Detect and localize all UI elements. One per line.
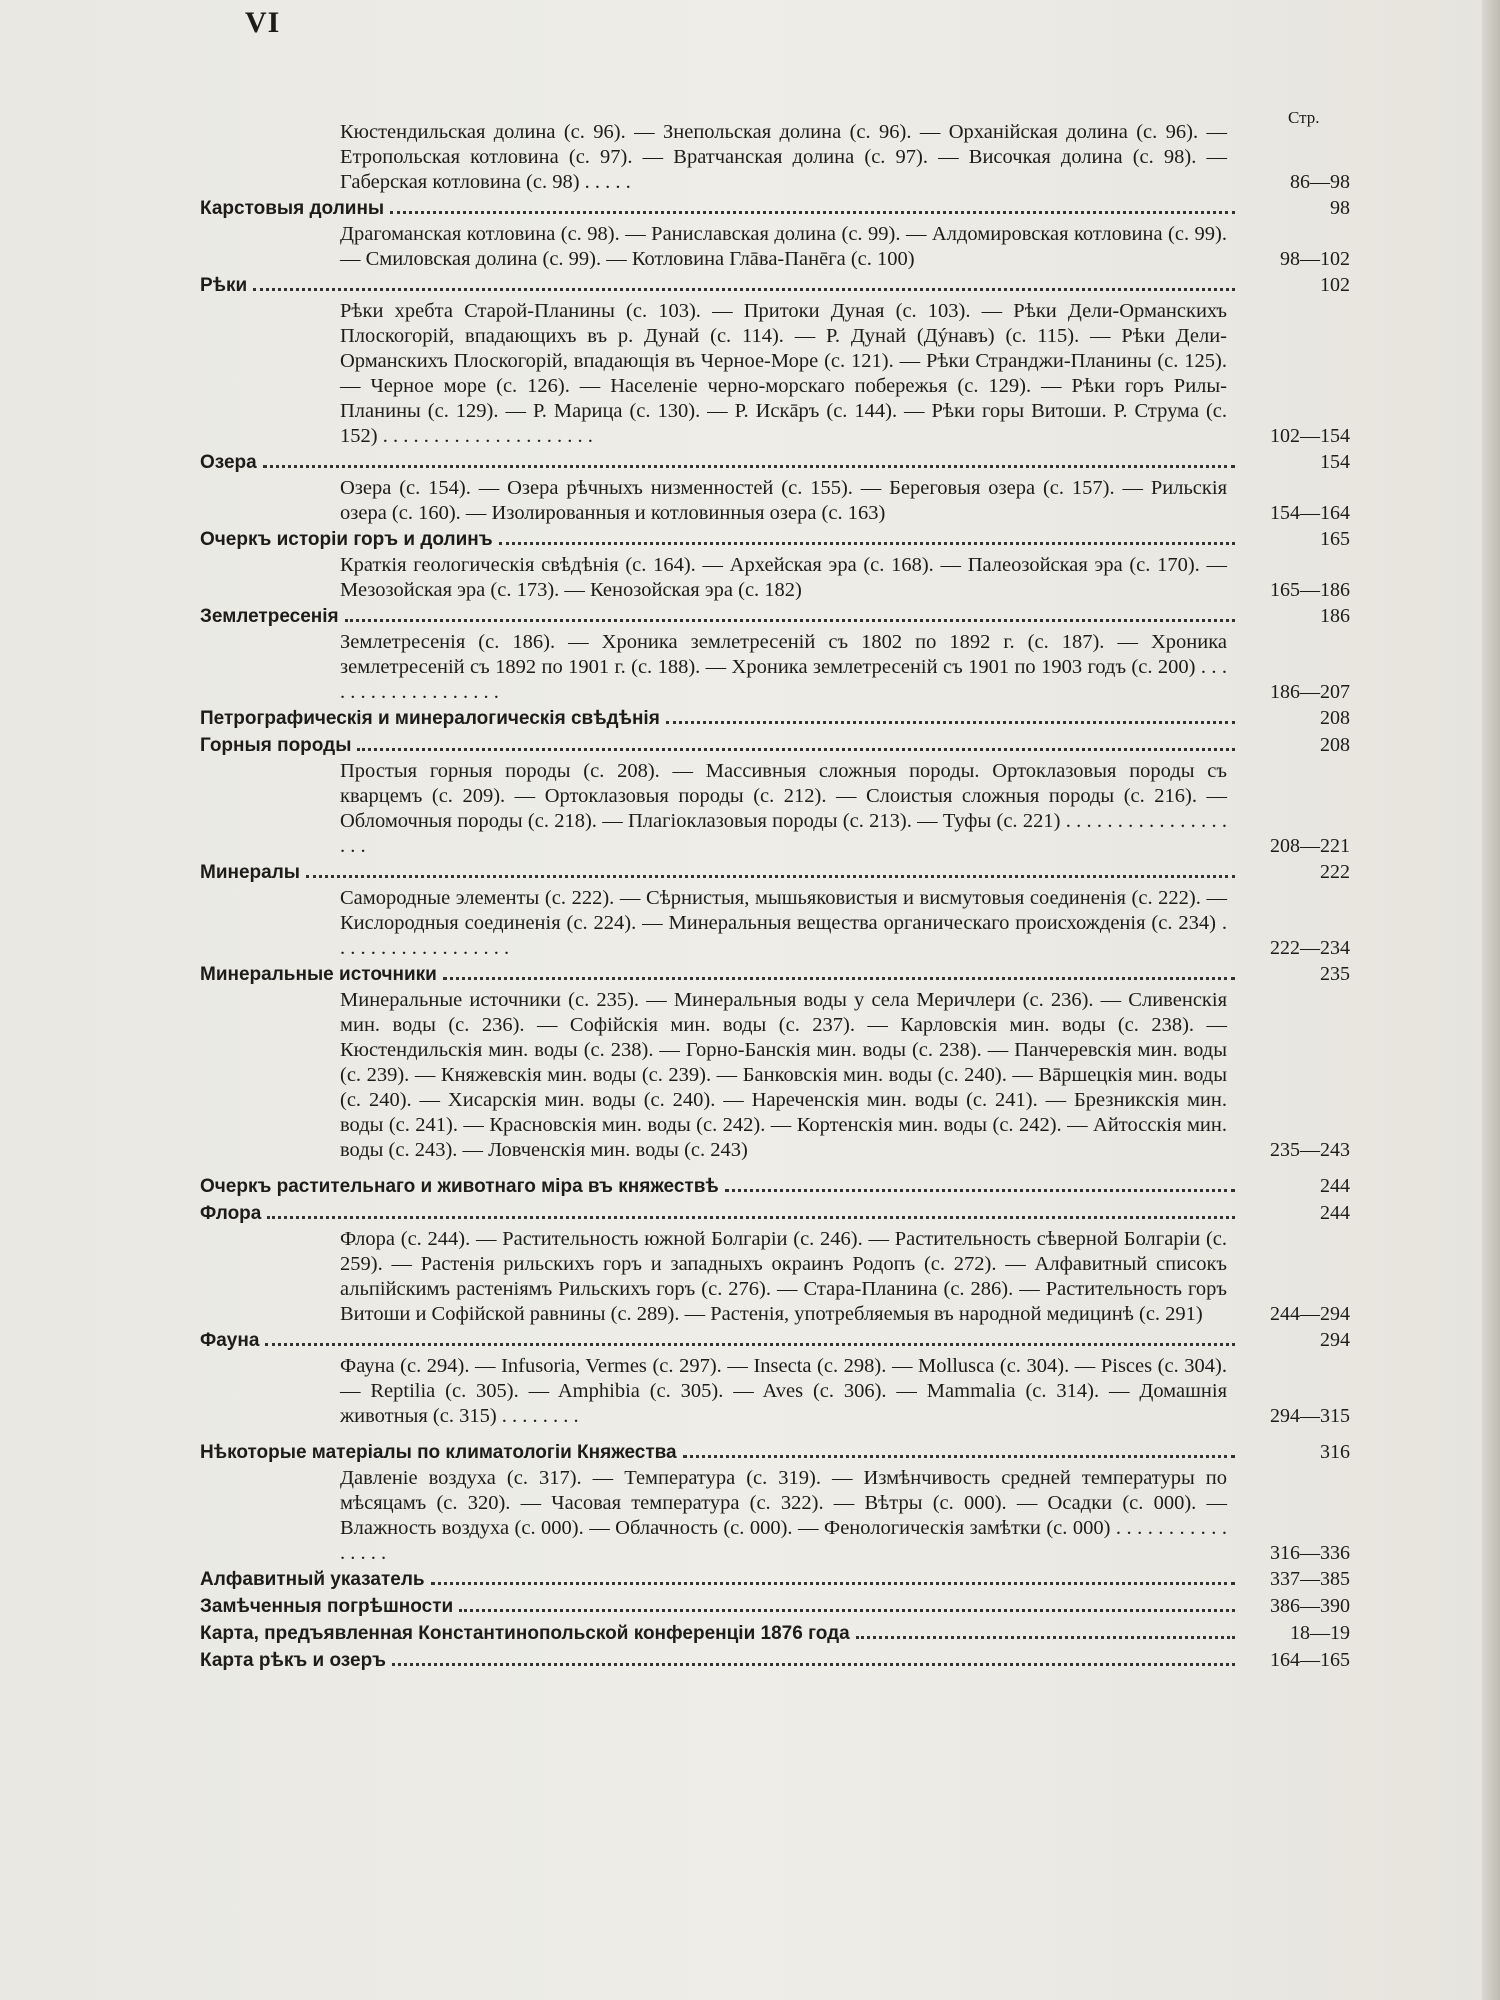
- toc-entry-body: [200, 1354, 1350, 1429]
- toc-entry-body: [200, 476, 1350, 526]
- toc-entry-pages: 244—294: [1270, 1303, 1350, 1325]
- dot-leader: [267, 1216, 1235, 1219]
- toc-heading-pages: 164—165: [1270, 1649, 1350, 1671]
- table-of-contents: [200, 120, 1350, 1674]
- toc-heading-title: Минералы: [200, 862, 301, 883]
- toc-heading-title: Флора: [200, 1203, 262, 1224]
- toc-section: [200, 603, 1350, 705]
- toc-heading-title: Нѣкоторые матеріалы по климатологіи Княжества: [200, 1442, 677, 1463]
- toc-section: [200, 732, 1350, 859]
- toc-section: [200, 859, 1350, 961]
- toc-heading-title: Карта, предъявленная Константинопольской конференціи 1876 года: [200, 1623, 850, 1644]
- toc-section: [200, 272, 1350, 449]
- toc-heading-pages: 208: [1320, 707, 1350, 729]
- toc-heading-pages: 98: [1330, 197, 1350, 219]
- page-number: VI: [245, 6, 281, 39]
- toc-heading[interactable]: [200, 1620, 1350, 1647]
- dot-leader: [725, 1189, 1235, 1192]
- toc-heading[interactable]: [200, 195, 1350, 222]
- toc-heading[interactable]: [200, 272, 1350, 299]
- toc-entry-body: [200, 299, 1350, 449]
- toc-entry-body: [200, 1466, 1350, 1566]
- toc-section: [200, 1566, 1350, 1593]
- toc-entry-body: [200, 988, 1350, 1163]
- toc-heading-pages: 316: [1320, 1441, 1350, 1463]
- dot-leader: [357, 748, 1235, 751]
- toc-entry-text: Самородные элементы (с. 222). — Сѣрнистыя, мышьяковистыя и висмутовыя соединенія (с. 222). — Кислородныя соединенія (с. 224). — Минеральныя вещества органическаго происхожденія (с. 234) . . . . . . . . . . . . . . . . . .: [340, 887, 1227, 959]
- dot-leader: [431, 1582, 1235, 1585]
- dot-leader: [390, 211, 1235, 214]
- toc-section: [200, 961, 1350, 1163]
- toc-heading[interactable]: [200, 526, 1350, 553]
- toc-entry-text: Фауна (с. 294). — Infusoria, Vermes (с. 297). — Insecta (с. 298). — Mollusca (с. 304). — Pisces (с. 304). — Reptilia (с. 305). — Amphibia (с. 305). — Aves (с. 306). — Mammalia (с. 314). — Домашнія животныя (с. 315) . . . . . . . .: [340, 1355, 1227, 1427]
- toc-heading-pages: 294: [1320, 1329, 1350, 1351]
- toc-heading[interactable]: [200, 603, 1350, 630]
- toc-heading[interactable]: [200, 1173, 1350, 1200]
- toc-entry-text: Простыя горныя породы (с. 208). — Массивныя сложныя породы. Ортоклазовыя породы съ кварцемъ (с. 209). — Ортоклазовыя породы (с. 212). — Слоистыя сложныя породы (с. 216). — Обломочныя породы (с. 218). — Плагіоклазовыя породы (с. 213). — Туфы (с. 221) . . . . . . . . . . . . . . . . . . .: [340, 760, 1227, 857]
- section-gap: [200, 1429, 1350, 1439]
- toc-heading[interactable]: [200, 1200, 1350, 1227]
- toc-section: [200, 1593, 1350, 1620]
- toc-heading-title: Карстовыя долины: [200, 198, 385, 219]
- toc-section: [200, 1163, 1350, 1200]
- toc-heading-pages: 244: [1320, 1202, 1350, 1224]
- section-gap: [200, 1163, 1350, 1173]
- toc-heading-title: Очеркъ растительнаго и животнаго міра въ княжествѣ: [200, 1176, 719, 1197]
- toc-heading-title: Рѣки: [200, 275, 248, 296]
- toc-entry-body: [200, 553, 1350, 603]
- toc-section: [200, 526, 1350, 603]
- toc-heading-title: Землетресенія: [200, 606, 339, 627]
- toc-entry-text: Кюстендильская долина (с. 96). — Знепольская долина (с. 96). — Орханійская долина (с. 96). — Етропольская котловина (с. 97). — Вратчанская долина (с. 97). — Височкая долина (с. 98). — Габерская котловина (с. 98) . . . . .: [340, 121, 1227, 193]
- toc-heading-title: Озера: [200, 452, 257, 473]
- toc-entry-text: Землетресенія (с. 186). — Хроника землетресеній съ 1802 по 1892 г. (с. 187). — Хроника землетресеній съ 1892 по 1901 г. (с. 188). — Хроника землетресеній съ 1901 по 1903 годъ (с. 200) . . . . . . . . . . . . . . . . . . .: [340, 631, 1227, 703]
- toc-entry-pages: 102—154: [1270, 425, 1350, 447]
- toc-heading[interactable]: [200, 449, 1350, 476]
- dot-leader: [683, 1455, 1235, 1458]
- toc-entry-body: [200, 222, 1350, 272]
- dot-leader: [856, 1636, 1235, 1639]
- dot-leader: [392, 1663, 1235, 1666]
- toc-entry-pages: 222—234: [1270, 937, 1350, 959]
- toc-heading[interactable]: [200, 1593, 1350, 1620]
- toc-entry-pages: 86—98: [1290, 171, 1350, 193]
- toc-heading[interactable]: [200, 859, 1350, 886]
- dot-leader: [265, 1343, 1235, 1346]
- toc-heading-title: Горныя породы: [200, 735, 352, 756]
- toc-heading[interactable]: [200, 705, 1350, 732]
- toc-section: [200, 1620, 1350, 1647]
- toc-entry-text: Минеральные источники (с. 235). — Минеральныя воды у села Меричлери (с. 236). — Сливенскія мин. воды (с. 236). — Софійскія мин. воды (с. 237). — Карловскія мин. воды (с. 238). — Кюстендильскія мин. воды (с. 238). — Горно-Банскія мин. воды (с. 238). — Панчеревскія мин. воды (с. 239). — Княжевскія мин. воды (с. 239). — Банковскія мин. воды (с. 240). — Вāршецкія мин. воды (с. 240). — Хисарскія мин. воды (с. 240). — Нареченскія мин. воды (с. 241). — Брезникскія мин. воды (с. 241). — Красновскія мин. воды (с. 242). — Кортенскія мин. воды (с. 242). — Айтосскія мин. воды (с. 243). — Ловченскія мин. воды (с. 243): [340, 989, 1227, 1161]
- toc-heading-title: Карта рѣкъ и озеръ: [200, 1650, 387, 1671]
- toc-heading-pages: 222: [1320, 861, 1350, 883]
- toc-heading-pages: 186: [1320, 605, 1350, 627]
- toc-entry-body: [200, 630, 1350, 705]
- toc-section: [200, 449, 1350, 526]
- toc-heading[interactable]: [200, 1439, 1350, 1466]
- toc-entry-pages: 235—243: [1270, 1139, 1350, 1161]
- toc-entry-pages: 154—164: [1270, 502, 1350, 524]
- toc-entry-pages: 208—221: [1270, 835, 1350, 857]
- toc-heading-pages: 165: [1320, 528, 1350, 550]
- page-column-label: Стр.: [1288, 108, 1320, 127]
- toc-heading-title: Фауна: [200, 1330, 260, 1351]
- dot-leader: [443, 977, 1235, 980]
- toc-section: [200, 1429, 1350, 1566]
- toc-entry-text: Давленіе воздуха (с. 317). — Температура (с. 319). — Измѣнчивость средней температуры по мѣсяцамъ (с. 320). — Часовая температура (с. 322). — Вѣтры (с. 000). — Осадки (с. 000). — Влажность воздуха (с. 000). — Облачность (с. 000). — Фенологическія замѣтки (с. 000) . . . . . . . . . . . . . . . .: [340, 1467, 1227, 1564]
- toc-entry-text: Рѣки хребта Старой-Планины (с. 103). — Притоки Дуная (с. 103). — Рѣки Дели-Орманскихъ Плоскогорій, впадающихъ въ р. Дунай (с. 114). — Р. Дунай (Дýнавъ) (с. 115). — Рѣки Дели-Орманскихъ Плоскогорій, впадающія въ Черное-Море (с. 121). — Рѣки Странджи-Планины (с. 125). — Черное море (с. 126). — Населеніе черно-морскаго побережья (с. 129). — Рѣки горъ Рилы-Планины (с. 129). — Р. Марица (с. 130). — Р. Искāръ (с. 144). — Рѣки горы Витоши. Р. Струма (с. 152) . . . . . . . . . . . . . . . . . . . . .: [340, 300, 1227, 447]
- toc-entry-pages: 165—186: [1270, 579, 1350, 601]
- toc-heading-pages: 235: [1320, 963, 1350, 985]
- toc-heading[interactable]: [200, 732, 1350, 759]
- toc-heading-pages: 208: [1320, 734, 1350, 756]
- toc-section: [200, 1647, 1350, 1674]
- dot-leader: [263, 465, 1235, 468]
- toc-entry-pages: 98—102: [1280, 248, 1350, 270]
- toc-entry-pages: 316—336: [1270, 1542, 1350, 1564]
- dot-leader: [345, 619, 1235, 622]
- toc-heading-pages: 18—19: [1290, 1622, 1350, 1644]
- toc-heading-title: Алфавитный указатель: [200, 1569, 425, 1590]
- toc-entry-pages: 186—207: [1270, 681, 1350, 703]
- toc-heading-title: Очеркъ исторіи горъ и долинъ: [200, 529, 493, 550]
- toc-heading-pages: 244: [1320, 1175, 1350, 1197]
- toc-section: [200, 705, 1350, 732]
- toc-heading-pages: 337—385: [1270, 1568, 1350, 1590]
- toc-heading-title: Петрографическія и минералогическія свѣдѣнія: [200, 708, 660, 729]
- toc-section: [200, 1327, 1350, 1429]
- dot-leader: [306, 875, 1235, 878]
- page-edge: [1482, 0, 1500, 2000]
- toc-heading[interactable]: [200, 1566, 1350, 1593]
- toc-heading-pages: 154: [1320, 451, 1350, 473]
- toc-section: [200, 1200, 1350, 1327]
- toc-entry-text: Драгоманская котловина (с. 98). — Раниславская долина (с. 99). — Алдомировская котловина (с. 99). — Смиловская долина (с. 99). — Котловина Глāва-Панēга (с. 100): [340, 223, 1227, 270]
- toc-entry-body: [200, 759, 1350, 859]
- dot-leader: [666, 721, 1235, 724]
- toc-heading-pages: 386—390: [1270, 1595, 1350, 1617]
- toc-entry-text: Краткія геологическія свѣдѣнія (с. 164). — Архейская эра (с. 168). — Палеозойская эра (с. 170). — Мезозойская эра (с. 173). — Кенозойская эра (с. 182): [340, 554, 1227, 601]
- toc-heading[interactable]: [200, 1647, 1350, 1674]
- dot-leader: [253, 288, 1235, 291]
- toc-heading[interactable]: [200, 961, 1350, 988]
- dot-leader: [499, 542, 1235, 545]
- toc-heading[interactable]: [200, 1327, 1350, 1354]
- toc-section: [200, 195, 1350, 272]
- toc-entry-text: Флора (с. 244). — Растительность южной Болгаріи (с. 246). — Растительность сѣверной Болгаріи (с. 259). — Растенія рильскихъ горъ и западныхъ окраинъ Родопъ (с. 272). — Алфавитный списокъ альпійскимъ растеніямъ Рильскихъ горъ (с. 276). — Стара-Планина (с. 286). — Растительность горъ Витоши и Софійской равнины (с. 289). — Растенія, употребляемыя въ народной медицинѣ (с. 291): [340, 1228, 1227, 1325]
- toc-heading-title: Замѣченныя погрѣшности: [200, 1596, 454, 1617]
- toc-heading-title: Минеральные источники: [200, 964, 437, 985]
- toc-entry-body: [200, 886, 1350, 961]
- toc-heading-pages: 102: [1320, 274, 1350, 296]
- toc-entry-body: [200, 120, 1350, 195]
- dot-leader: [459, 1609, 1235, 1612]
- toc-entry-body: [200, 1227, 1350, 1327]
- toc-entry-pages: 294—315: [1270, 1405, 1350, 1427]
- toc-entry-text: Озера (с. 154). — Озера рѣчныхъ низменностей (с. 155). — Береговыя озера (с. 157). — Рильскія озера (с. 160). — Изолированныя и котловинныя озера (с. 163): [340, 477, 1227, 524]
- toc-section: [200, 120, 1350, 195]
